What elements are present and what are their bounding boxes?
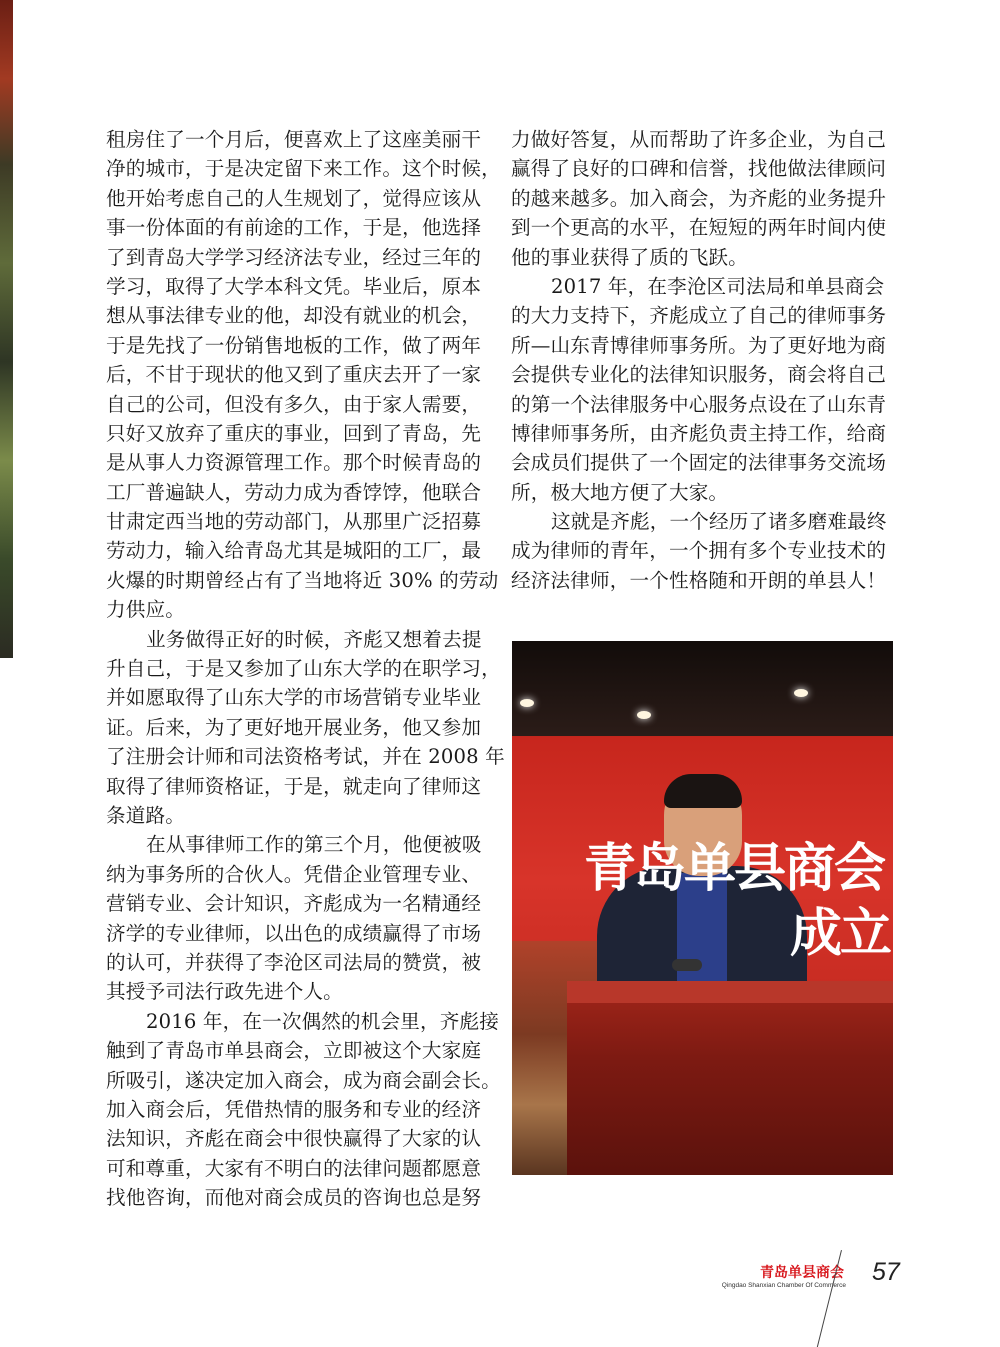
text-line: 事一份体面的有前途的工作，于是，他选择 <box>106 216 482 240</box>
paragraph <box>106 830 490 1006</box>
text-line: 想从事法律专业的他，却没有就业的机会， <box>106 304 482 328</box>
paragraph <box>106 1007 501 1213</box>
text-line: 会成员们提供了一个固定的法律事务交流场 <box>511 451 887 475</box>
text-line: 自己的公司，但没有多久，由于家人需要， <box>106 392 482 416</box>
magazine-logo: 青岛单县商会 <box>760 1265 844 1281</box>
text-line: 到一个更高的水平，在短短的两年时间内使 <box>511 216 887 240</box>
text-line: 取得了律师资格证，于是，就走向了律师这 <box>106 774 482 798</box>
text-line: 的越来越多。加入商会，为齐彪的业务提升 <box>511 186 887 210</box>
paragraph <box>511 272 895 507</box>
text-line: 学习，取得了大学本科文凭。毕业后，原本 <box>106 274 482 298</box>
text-line: 只好又放弃了重庆的事业，回到了青岛，先 <box>106 421 482 445</box>
photo-person-hair <box>664 774 742 808</box>
magazine-logo-subtitle: Qingdao Shanxian Chamber Of Commerce <box>721 1282 846 1289</box>
text-line: 后，不甘于现状的他又到了重庆去开了一家 <box>106 363 482 387</box>
text-line: 火爆的时期曾经占有了当地将近 30% 的劳动 <box>106 568 499 592</box>
text-line: 他的事业获得了质的飞跃。 <box>511 245 748 269</box>
text-line: 找他咨询，而他对商会成员的咨询也总是努 <box>106 1186 482 1210</box>
text-line: 条道路。 <box>106 803 185 827</box>
text-line: 力做好答复，从而帮助了许多企业，为自己 <box>511 128 887 151</box>
text-line: 营销专业、会计知识，齐彪成为一名精通经 <box>106 892 482 916</box>
page-number: 57 <box>872 1258 900 1286</box>
text-line: 成为律师的青年，一个拥有多个专业技术的 <box>511 539 887 563</box>
text-line: 会提供专业化的法律知识服务，商会将自己 <box>511 363 887 387</box>
text-line: 的认可，并获得了李沧区司法局的赞赏，被 <box>106 950 482 974</box>
text-line: 所—山东青博律师事务所。为了更好地为商 <box>511 333 887 357</box>
text-line: 甘肃定西当地的劳动部门，从那里广泛招募 <box>106 510 482 534</box>
photo-podium <box>567 981 893 1175</box>
text-line: 可和尊重，大家有不明白的法律问题都愿意 <box>106 1156 482 1180</box>
text-line: 力供应。 <box>106 598 185 622</box>
text-line: 2016 年，在一次偶然的机会里，齐彪接 <box>146 1009 499 1033</box>
ceiling-light <box>637 711 651 719</box>
text-line: 的第一个法律服务中心服务点设在了山东青 <box>511 392 887 416</box>
ceiling-light <box>520 699 534 707</box>
text-line: 所，极大地方便了大家。 <box>511 480 729 504</box>
text-line: 并如愿取得了山东大学的市场营销专业毕业 <box>106 686 482 710</box>
speaker-at-podium-photo <box>512 641 893 1175</box>
article-column-right <box>511 125 895 595</box>
ceiling-light <box>794 689 808 697</box>
text-line: 工厂普遍缺人，劳动力成为香饽饽，他联合 <box>106 480 482 504</box>
text-line: 加入商会后，凭借热情的服务和专业的经济 <box>106 1097 482 1121</box>
photo-podium-top <box>567 981 893 1003</box>
text-line: 济学的专业律师，以出色的成绩赢得了市场 <box>106 921 482 945</box>
text-line: 纳为事务所的合伙人。凭借企业管理专业、 <box>106 862 482 886</box>
text-line: 经济法律师，一个性格随和开朗的单县人！ <box>511 568 887 592</box>
text-line: 触到了青岛市单县商会，立即被这个大家庭 <box>106 1039 482 1063</box>
text-line: 在从事律师工作的第三个月，他便被吸 <box>146 833 482 857</box>
text-line: 他开始考虑自己的人生规划了，觉得应该从 <box>106 186 482 210</box>
text-line: 业务做得正好的时候，齐彪又想着去提 <box>146 627 482 651</box>
text-line: 2017 年，在李沧区司法局和单县商会 <box>551 274 885 298</box>
text-line: 其授予司法行政先进个人。 <box>106 980 343 1004</box>
adjacent-page-photo-edge <box>0 0 13 658</box>
text-line: 博律师事务所，由齐彪负责主持工作，给商 <box>511 421 887 445</box>
text-line: 法知识，齐彪在商会中很快赢得了大家的认 <box>106 1127 482 1151</box>
text-line: 所吸引，遂决定加入商会，成为商会副会长。 <box>106 1068 501 1092</box>
photo-ceiling <box>512 641 893 736</box>
paragraph <box>106 625 505 831</box>
text-line: 升自己，于是又参加了山东大学的在职学习， <box>106 657 501 681</box>
paragraph <box>511 125 895 272</box>
text-line: 证。后来，为了更好地开展业务，他又参加 <box>106 715 482 739</box>
text-line: 租房住了一个月后，便喜欢上了这座美丽干 <box>106 128 482 151</box>
microphone <box>672 959 702 971</box>
text-line: 劳动力，输入给青岛尤其是城阳的工厂，最 <box>106 539 482 563</box>
text-line: 了到青岛大学学习经济法专业，经过三年的 <box>106 245 482 269</box>
text-line: 的大力支持下，齐彪成立了自己的律师事务 <box>511 304 887 328</box>
text-line: 净的城市，于是决定留下来工作。这个时候， <box>106 157 501 181</box>
article-column-left <box>106 125 505 1212</box>
text-line: 了注册会计师和司法资格考试，并在 2008 年 <box>106 745 505 769</box>
paragraph <box>106 125 501 625</box>
text-line: 这就是齐彪，一个经历了诸多磨难最终 <box>551 510 887 534</box>
text-line: 是从事人力资源管理工作。那个时候青岛的 <box>106 451 482 475</box>
photo-banner-text: 成立 <box>790 904 891 964</box>
text-line: 赢得了良好的口碑和信誉，找他做法律顾问 <box>511 157 887 181</box>
paragraph <box>511 507 895 595</box>
photo-banner-text: 青岛单县商会 <box>584 839 885 899</box>
text-line: 于是先找了一份销售地板的工作，做了两年 <box>106 333 482 357</box>
